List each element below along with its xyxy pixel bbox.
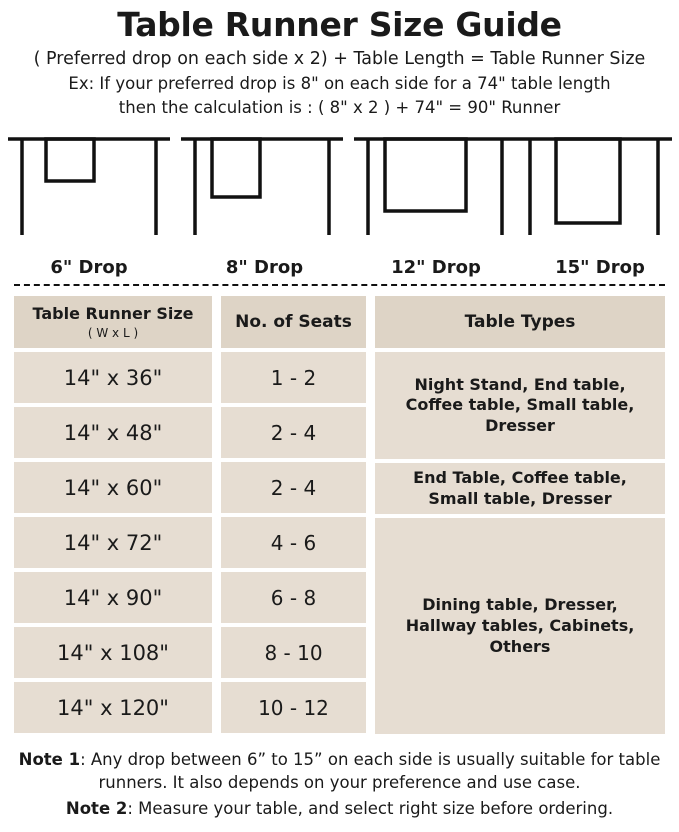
drop-labels-row — [0, 257, 679, 278]
table-row: 14" x 48" — [14, 407, 212, 458]
table-row: 2 - 4 — [221, 407, 366, 458]
table-row: 2 - 4 — [221, 462, 366, 513]
drop-label-6: 6" Drop — [50, 257, 128, 279]
size-guide-page — [0, 6, 679, 832]
table-row: 14" x 72" — [14, 517, 212, 568]
table-row: 1 - 2 — [221, 352, 366, 403]
example-line-1: Ex: If your preferred drop is 8" on each side for a 74" table length — [68, 73, 611, 93]
table-row: 14" x 36" — [14, 352, 212, 403]
table-row: Night Stand, End table, Coffee table, Small table, Dresser — [375, 352, 665, 459]
table-row: 14" x 60" — [14, 462, 212, 513]
table-row: End Table, Coffee table, Small table, Dresser — [375, 463, 665, 514]
size-table — [14, 296, 665, 738]
table-drop-diagram — [0, 127, 679, 257]
note-1-text: : Any drop between 6” to 15” on each side is usually suitable for table runners. It also depends on your preference and use case. — [80, 750, 661, 793]
drop-label-8: 8" Drop — [225, 257, 304, 279]
table-row: Dining table, Dresser, Hallway tables, Cabinets, Others — [375, 518, 665, 734]
table-row: 14" x 108" — [14, 627, 212, 678]
table-row: 14" x 120" — [14, 682, 212, 733]
drop-label-15: 15" Drop — [555, 257, 645, 279]
header-cell-types: Table Types — [375, 296, 665, 348]
note-2-text: : Measure your table, and select right size before ordering. — [127, 799, 614, 819]
column-sizes — [14, 296, 212, 738]
section-divider — [14, 284, 665, 286]
column-seats — [221, 296, 366, 738]
header-size-label: Table Runner Size — [32, 303, 194, 323]
table-row: 10 - 12 — [221, 682, 366, 733]
table-row: 4 - 6 — [221, 517, 366, 568]
header-cell-seats: No. of Seats — [221, 296, 366, 348]
table-row: 6 - 8 — [221, 572, 366, 623]
note-1 — [10, 748, 669, 794]
note-1-label: Note 1 — [18, 750, 81, 770]
drop-label-12: 12" Drop — [391, 257, 481, 279]
note-2-label: Note 2 — [65, 799, 128, 819]
column-types — [375, 296, 665, 738]
example-line-2: then the calculation is : ( 8" x 2 ) + 74" = 90" Runner — [118, 97, 561, 117]
header-cell-size — [14, 296, 212, 348]
header-size-sub: ( W x L ) — [87, 325, 139, 340]
formula-line: ( Preferred drop on each side x 2) + Table Length = Table Runner Size — [33, 48, 646, 69]
note-2 — [10, 797, 669, 820]
page-title: Table Runner Size Guide — [117, 5, 562, 44]
drop-illustrations-svg — [0, 127, 679, 245]
notes-section — [10, 748, 669, 820]
table-row: 8 - 10 — [221, 627, 366, 678]
table-row: 14" x 90" — [14, 572, 212, 623]
